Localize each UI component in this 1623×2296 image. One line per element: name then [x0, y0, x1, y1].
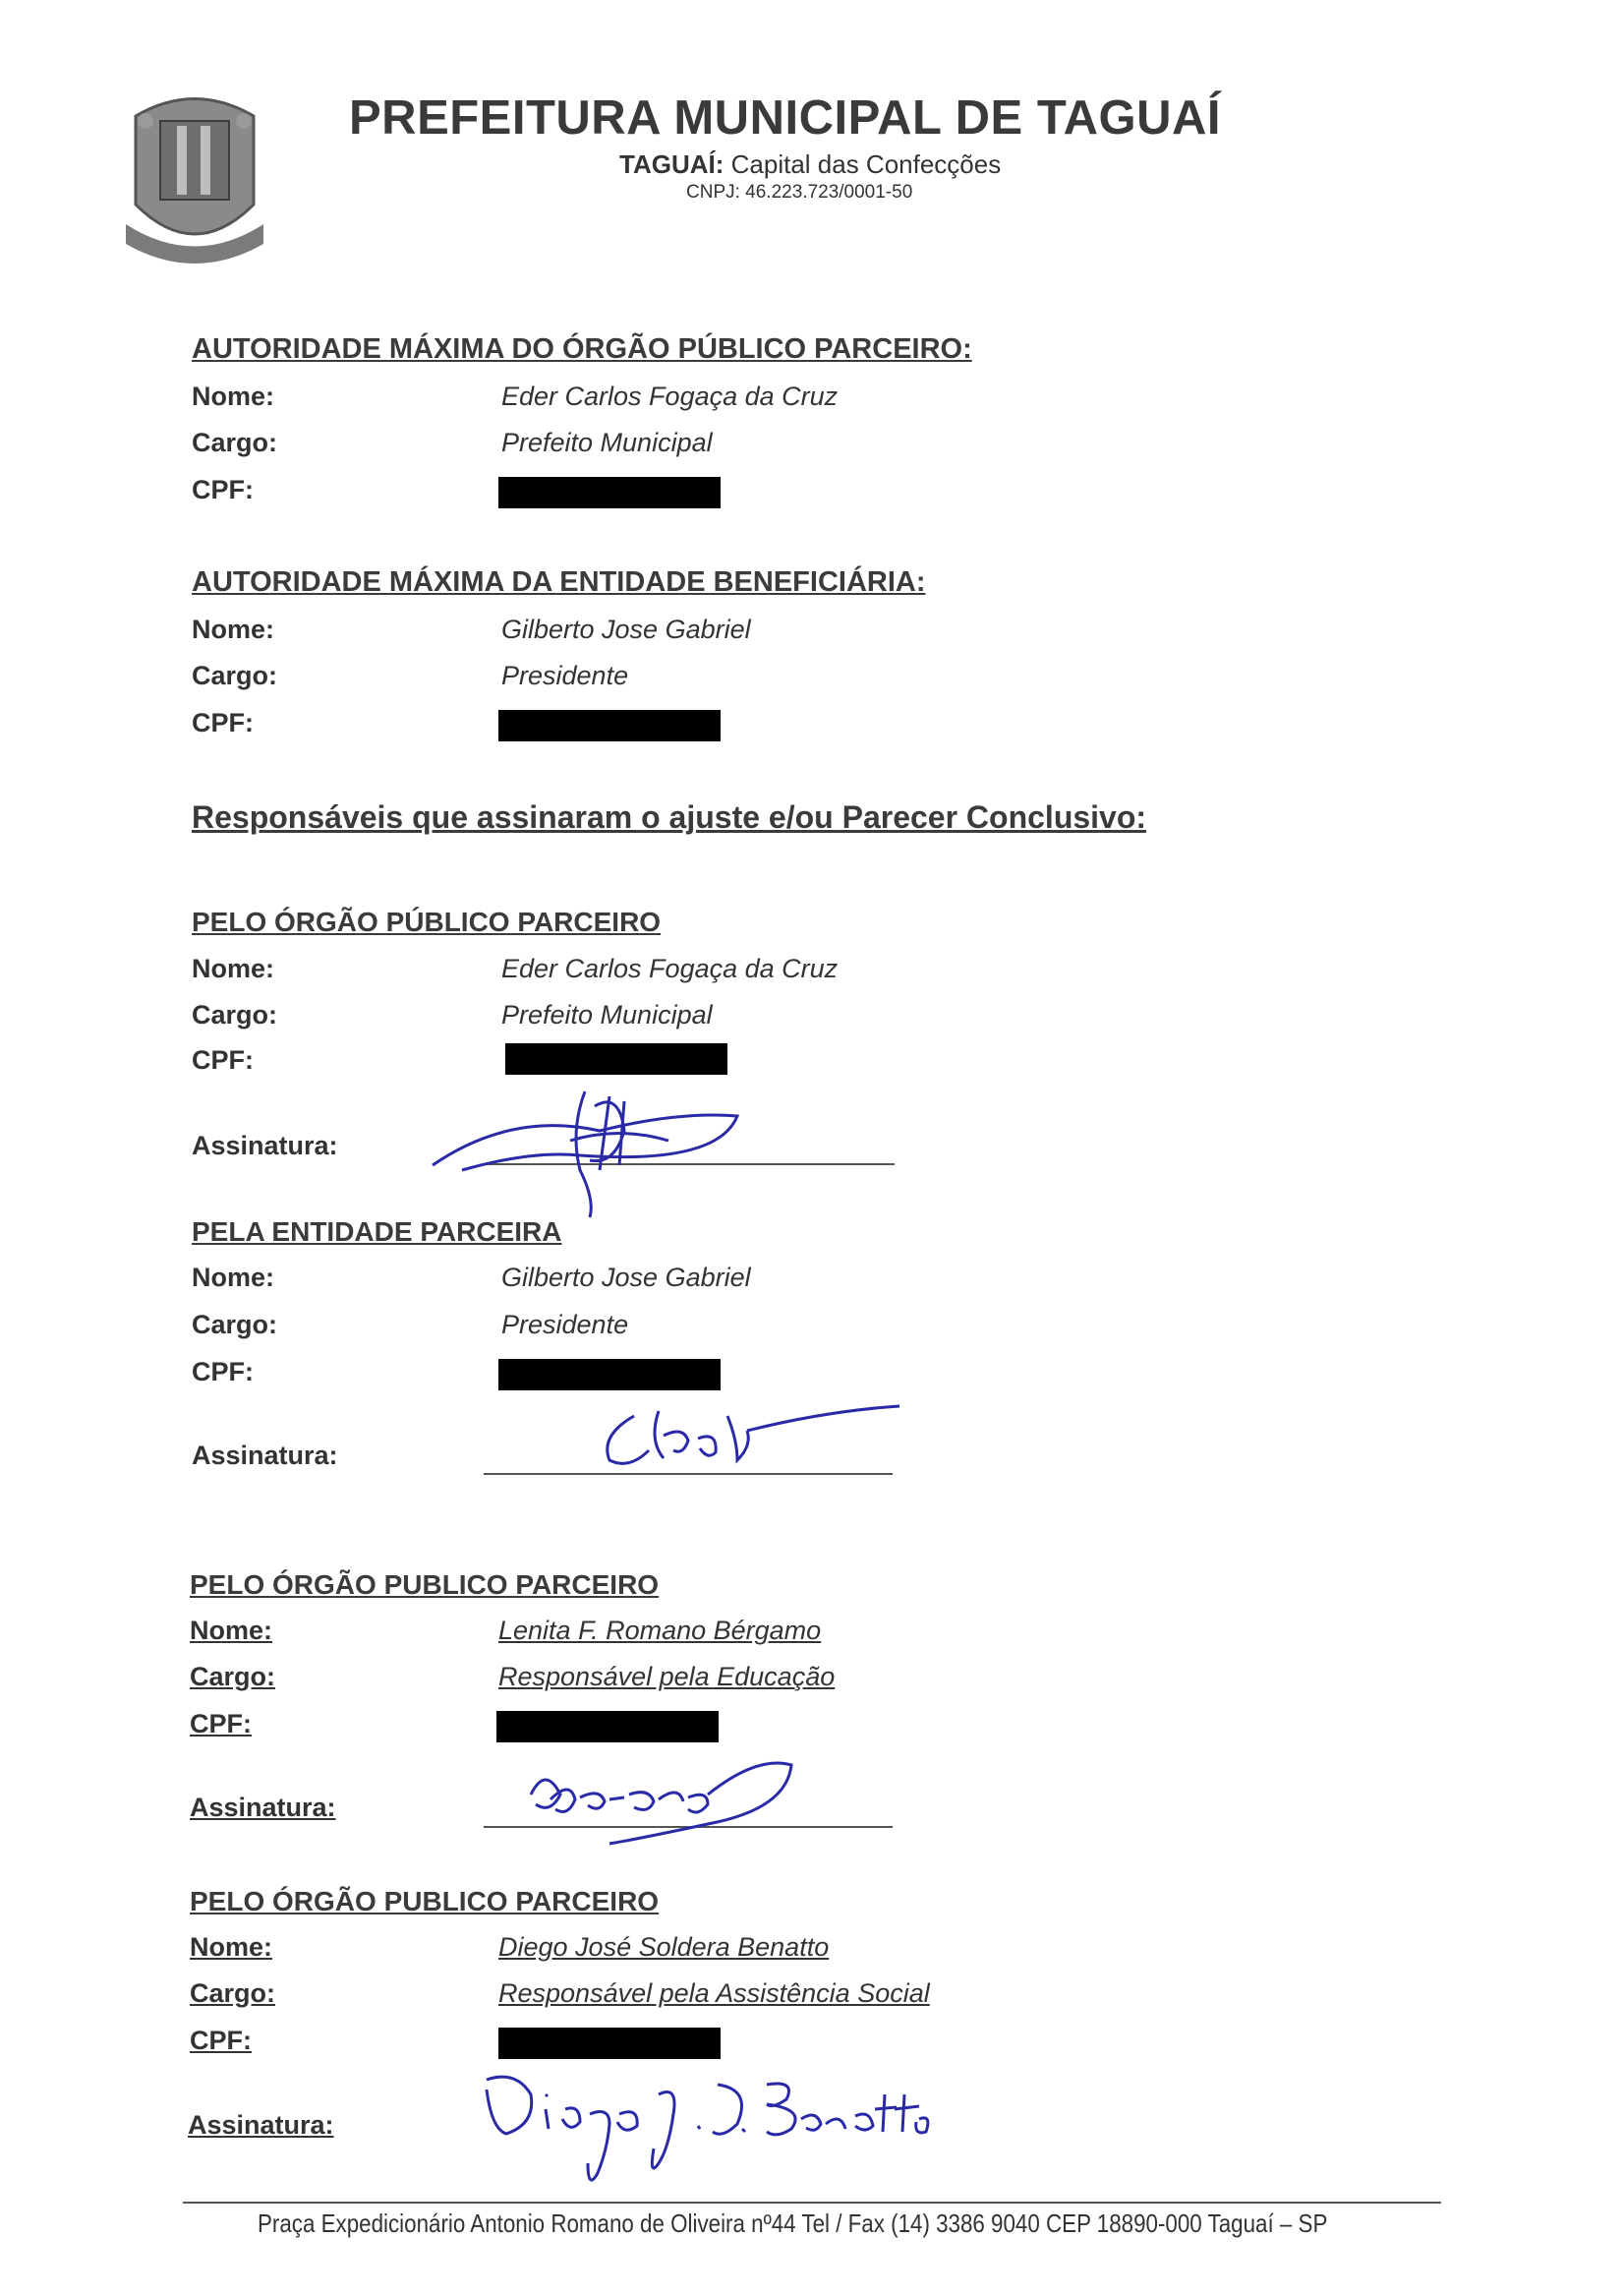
signer1-cargo-value: Prefeito Municipal: [501, 1000, 713, 1030]
signer1-cpf-label: CPF:: [192, 1045, 254, 1075]
cpf-redaction: [498, 710, 721, 741]
signer4-nome-value: Diego José Soldera Benatto: [498, 1932, 830, 1962]
signer4-signature: [472, 2055, 934, 2193]
orgao-authority-cpf-label: CPF:: [192, 475, 254, 504]
entidade-authority-cargo-value: Presidente: [501, 661, 629, 690]
signer3-assinatura-label: Assinatura:: [190, 1793, 336, 1822]
signer1-signature: [423, 1072, 747, 1219]
signer2-assinatura-label: Assinatura:: [192, 1441, 338, 1470]
signer3-signature: [511, 1740, 806, 1849]
signer2-nome-value: Gilberto Jose Gabriel: [501, 1263, 751, 1292]
orgao-authority-cargo-value: Prefeito Municipal: [501, 428, 713, 457]
signer2-heading: PELA ENTIDADE PARCEIRA: [192, 1216, 562, 1247]
entidade-authority-heading: AUTORIDADE MÁXIMA DA ENTIDADE BENEFICIÁRIA:: [192, 566, 926, 598]
signer3-cpf-label: CPF:: [190, 1709, 252, 1738]
cpf-redaction: [498, 477, 721, 508]
signer1-assinatura-label: Assinatura:: [192, 1131, 338, 1160]
signer2-cargo-value: Presidente: [501, 1310, 629, 1339]
signer2-cargo-label: Cargo:: [192, 1310, 277, 1339]
entidade-authority-nome-value: Gilberto Jose Gabriel: [501, 615, 751, 644]
signer4-assinatura-label: Assinatura:: [188, 2110, 334, 2140]
slogan-text: Capital das Confecções: [730, 149, 1002, 179]
signer4-cargo-label: Cargo:: [190, 1978, 275, 2008]
orgao-authority-nome-value: Eder Carlos Fogaça da Cruz: [501, 382, 839, 411]
entidade-authority-cpf-label: CPF:: [192, 708, 254, 737]
entidade-authority-cargo-label: Cargo:: [192, 661, 277, 690]
orgao-authority-heading: AUTORIDADE MÁXIMA DO ÓRGÃO PÚBLICO PARCEIRO:: [192, 333, 972, 365]
entidade-authority-nome-label: Nome:: [192, 615, 275, 644]
cpf-redaction: [505, 1043, 727, 1075]
signer3-nome-value: Lenita F. Romano Bérgamo: [498, 1616, 822, 1645]
signer2-cpf-label: CPF:: [192, 1357, 254, 1386]
signer3-nome-label: Nome:: [190, 1616, 273, 1645]
signer4-cpf-label: CPF:: [190, 2026, 252, 2055]
org-slogan: [619, 149, 1001, 180]
signer3-heading: PELO ÓRGÃO PUBLICO PARCEIRO: [190, 1569, 660, 1600]
footer-address: Praça Expedicionário Antonio Romano de Oliveira nº44 Tel / Fax (14) 3386 9040 CEP 18890-000 Taguaí – SP: [258, 2208, 1328, 2238]
signer1-nome-label: Nome:: [192, 954, 275, 983]
signer1-heading: PELO ÓRGÃO PÚBLICO PARCEIRO: [192, 907, 662, 937]
signer1-nome-value: Eder Carlos Fogaça da Cruz: [501, 954, 839, 983]
municipal-crest-icon: [116, 87, 273, 264]
cpf-redaction: [496, 1711, 719, 1742]
orgao-authority-cargo-label: Cargo:: [192, 428, 277, 457]
signer1-cargo-label: Cargo:: [192, 1000, 277, 1030]
footer-divider: [183, 2202, 1441, 2204]
org-title: PREFEITURA MUNICIPAL DE TAGUAÍ: [349, 91, 1222, 145]
signer3-cargo-label: Cargo:: [190, 1662, 275, 1691]
signer2-signature: [590, 1382, 904, 1480]
orgao-authority-nome-label: Nome:: [192, 382, 275, 411]
signer2-nome-label: Nome:: [192, 1263, 275, 1292]
signer4-cargo-value: Responsável pela Assistência Social: [498, 1978, 930, 2008]
signer4-heading: PELO ÓRGÃO PUBLICO PARCEIRO: [190, 1886, 660, 1916]
org-cnpj: CNPJ: 46.223.723/0001-50: [686, 182, 913, 203]
signer3-cargo-value: Responsável pela Educação: [498, 1662, 836, 1691]
slogan-city: TAGUAÍ:: [619, 149, 725, 179]
signer4-nome-label: Nome:: [190, 1932, 273, 1962]
responsaveis-heading: Responsáveis que assinaram o ajuste e/ou Parecer Conclusivo:: [192, 799, 1147, 835]
